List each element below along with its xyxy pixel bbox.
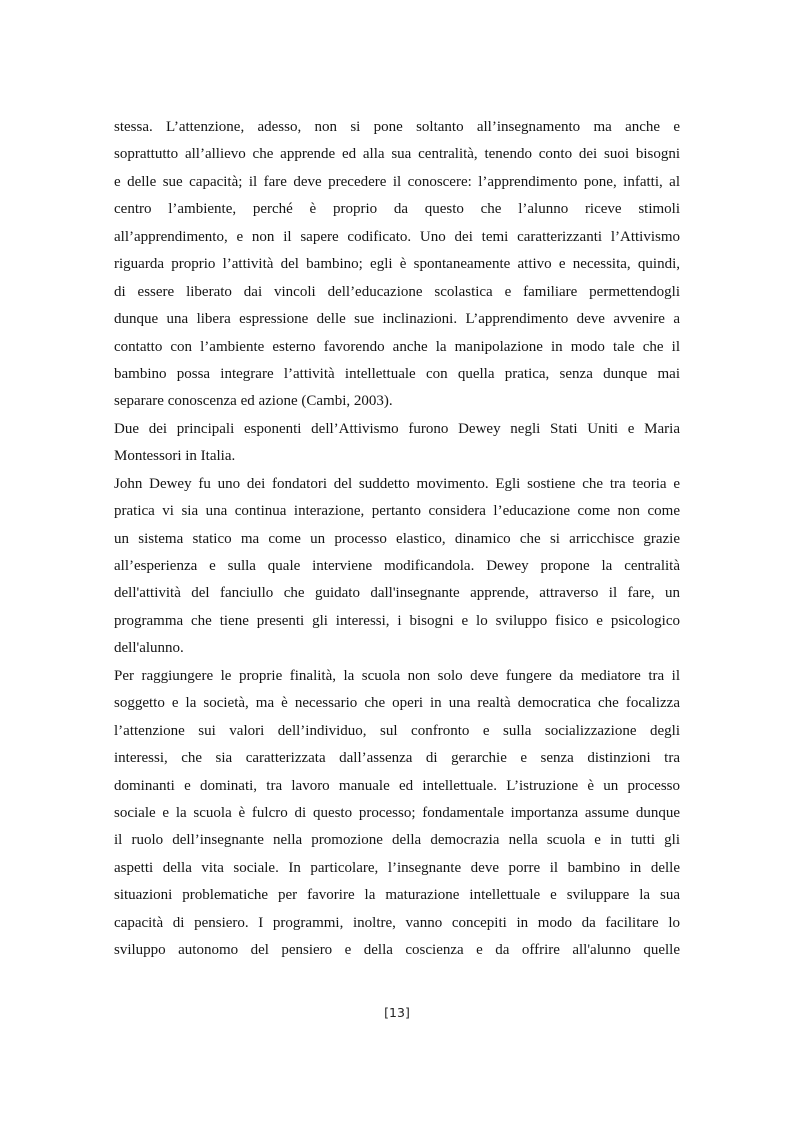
text-line: dunque una libera espressione delle sue inclinazioni. L’apprendimento deve avvenire a (114, 311, 680, 328)
text-line: dell'attività del fanciullo che guidato dall'insegnante apprende, attraverso il fare, un (114, 585, 680, 602)
text-line: separare conoscenza ed azione (Cambi, 2003). (114, 393, 393, 410)
paragraph-dewey (114, 471, 680, 663)
text-line: aspetti della vita sociale. In particolare, l’insegnante deve porre il bambino in delle (114, 859, 680, 876)
body-text (114, 114, 680, 965)
text-line: sviluppo autonomo del pensiero e della coscienza e da offrire all'alunno quelle (114, 942, 680, 959)
text-line: interessi, che sia caratterizzata dall’assenza di gerarchie e senza distinzioni tra (114, 750, 680, 767)
text-line: contatto con l’ambiente esterno favorendo anche la manipolazione in modo tale che il (114, 338, 680, 355)
text-line: e delle sue capacità; il fare deve precedere il conoscere: l’apprendimento pone, infatti, al (114, 173, 680, 190)
paragraph-cambi (114, 114, 680, 416)
text-line: dell'alunno. (114, 640, 184, 657)
text-line: Per raggiungere le proprie finalità, la scuola non solo deve fungere da mediatore tra il (114, 667, 680, 684)
text-line: all’esperienza e sulla quale interviene modificandola. Dewey propone la centralità (114, 558, 680, 574)
text-line: situazioni problematiche per favorire la maturazione intellettuale e sviluppare la sua (114, 887, 680, 904)
text-line: capacità di pensiero. I programmi, inoltre, vanno concepiti in modo da facilitare lo (114, 914, 680, 931)
text-line: all’apprendimento, e non il sapere codificato. Uno dei temi caratterizzanti l’Attivismo (114, 228, 680, 245)
page-number: [13] (384, 1005, 410, 1020)
text-line: stessa. L’attenzione, adesso, non si pone soltanto all’insegnamento ma anche e (114, 119, 680, 135)
text-line: riguarda proprio l’attività del bambino; egli è spontaneamente attivo e necessita, quindi, (114, 256, 680, 273)
text-line: centro l’ambiente, perché è proprio da questo che l’alunno riceve stimoli (114, 201, 680, 218)
text-line: dominanti e dominati, tra lavoro manuale ed intellettuale. L’istruzione è un processo (114, 777, 680, 794)
text-line: pratica vi sia una continua interazione, pertanto considera l’educazione come non come (114, 503, 680, 520)
paragraph-esponenti (114, 416, 680, 471)
text-line: bambino possa integrare l’attività intellettuale con quella pratica, senza dunque mai (114, 365, 680, 382)
text-line: il ruolo dell’insegnante nella promozione della democrazia nella scuola e in tutti gli (114, 832, 680, 849)
text-line: un sistema statico ma come un processo elastico, dinamico che si arricchisce grazie (114, 530, 680, 547)
text-line: sociale e la scuola è fulcro di questo processo; fondamentale importanza assume dunque (114, 804, 680, 821)
text-line: John Dewey fu uno dei fondatori del suddetto movimento. Egli sostiene che tra teoria e (114, 475, 680, 492)
text-line: l’attenzione sui valori dell’individuo, sul confronto e sulla socializzazione degli (114, 722, 680, 739)
text-line: programma che tiene presenti gli interessi, i bisogni e lo sviluppo fisico e psicologico (114, 612, 680, 629)
text-line: soggetto e la società, ma è necessario che operi in una realtà democratica che focalizza (114, 695, 680, 712)
paragraph-scuola (114, 663, 680, 965)
text-line: Due dei principali esponenti dell’Attivismo furono Dewey negli Stati Uniti e Maria (114, 420, 680, 437)
text-line: Montessori in Italia. (114, 448, 236, 465)
text-line: di essere liberato dai vincoli dell’educazione scolastica e familiare permettendogli (114, 283, 680, 300)
text-line: soprattutto all’allievo che apprende ed alla sua centralità, tenendo conto dei suoi bisogni (114, 146, 680, 163)
